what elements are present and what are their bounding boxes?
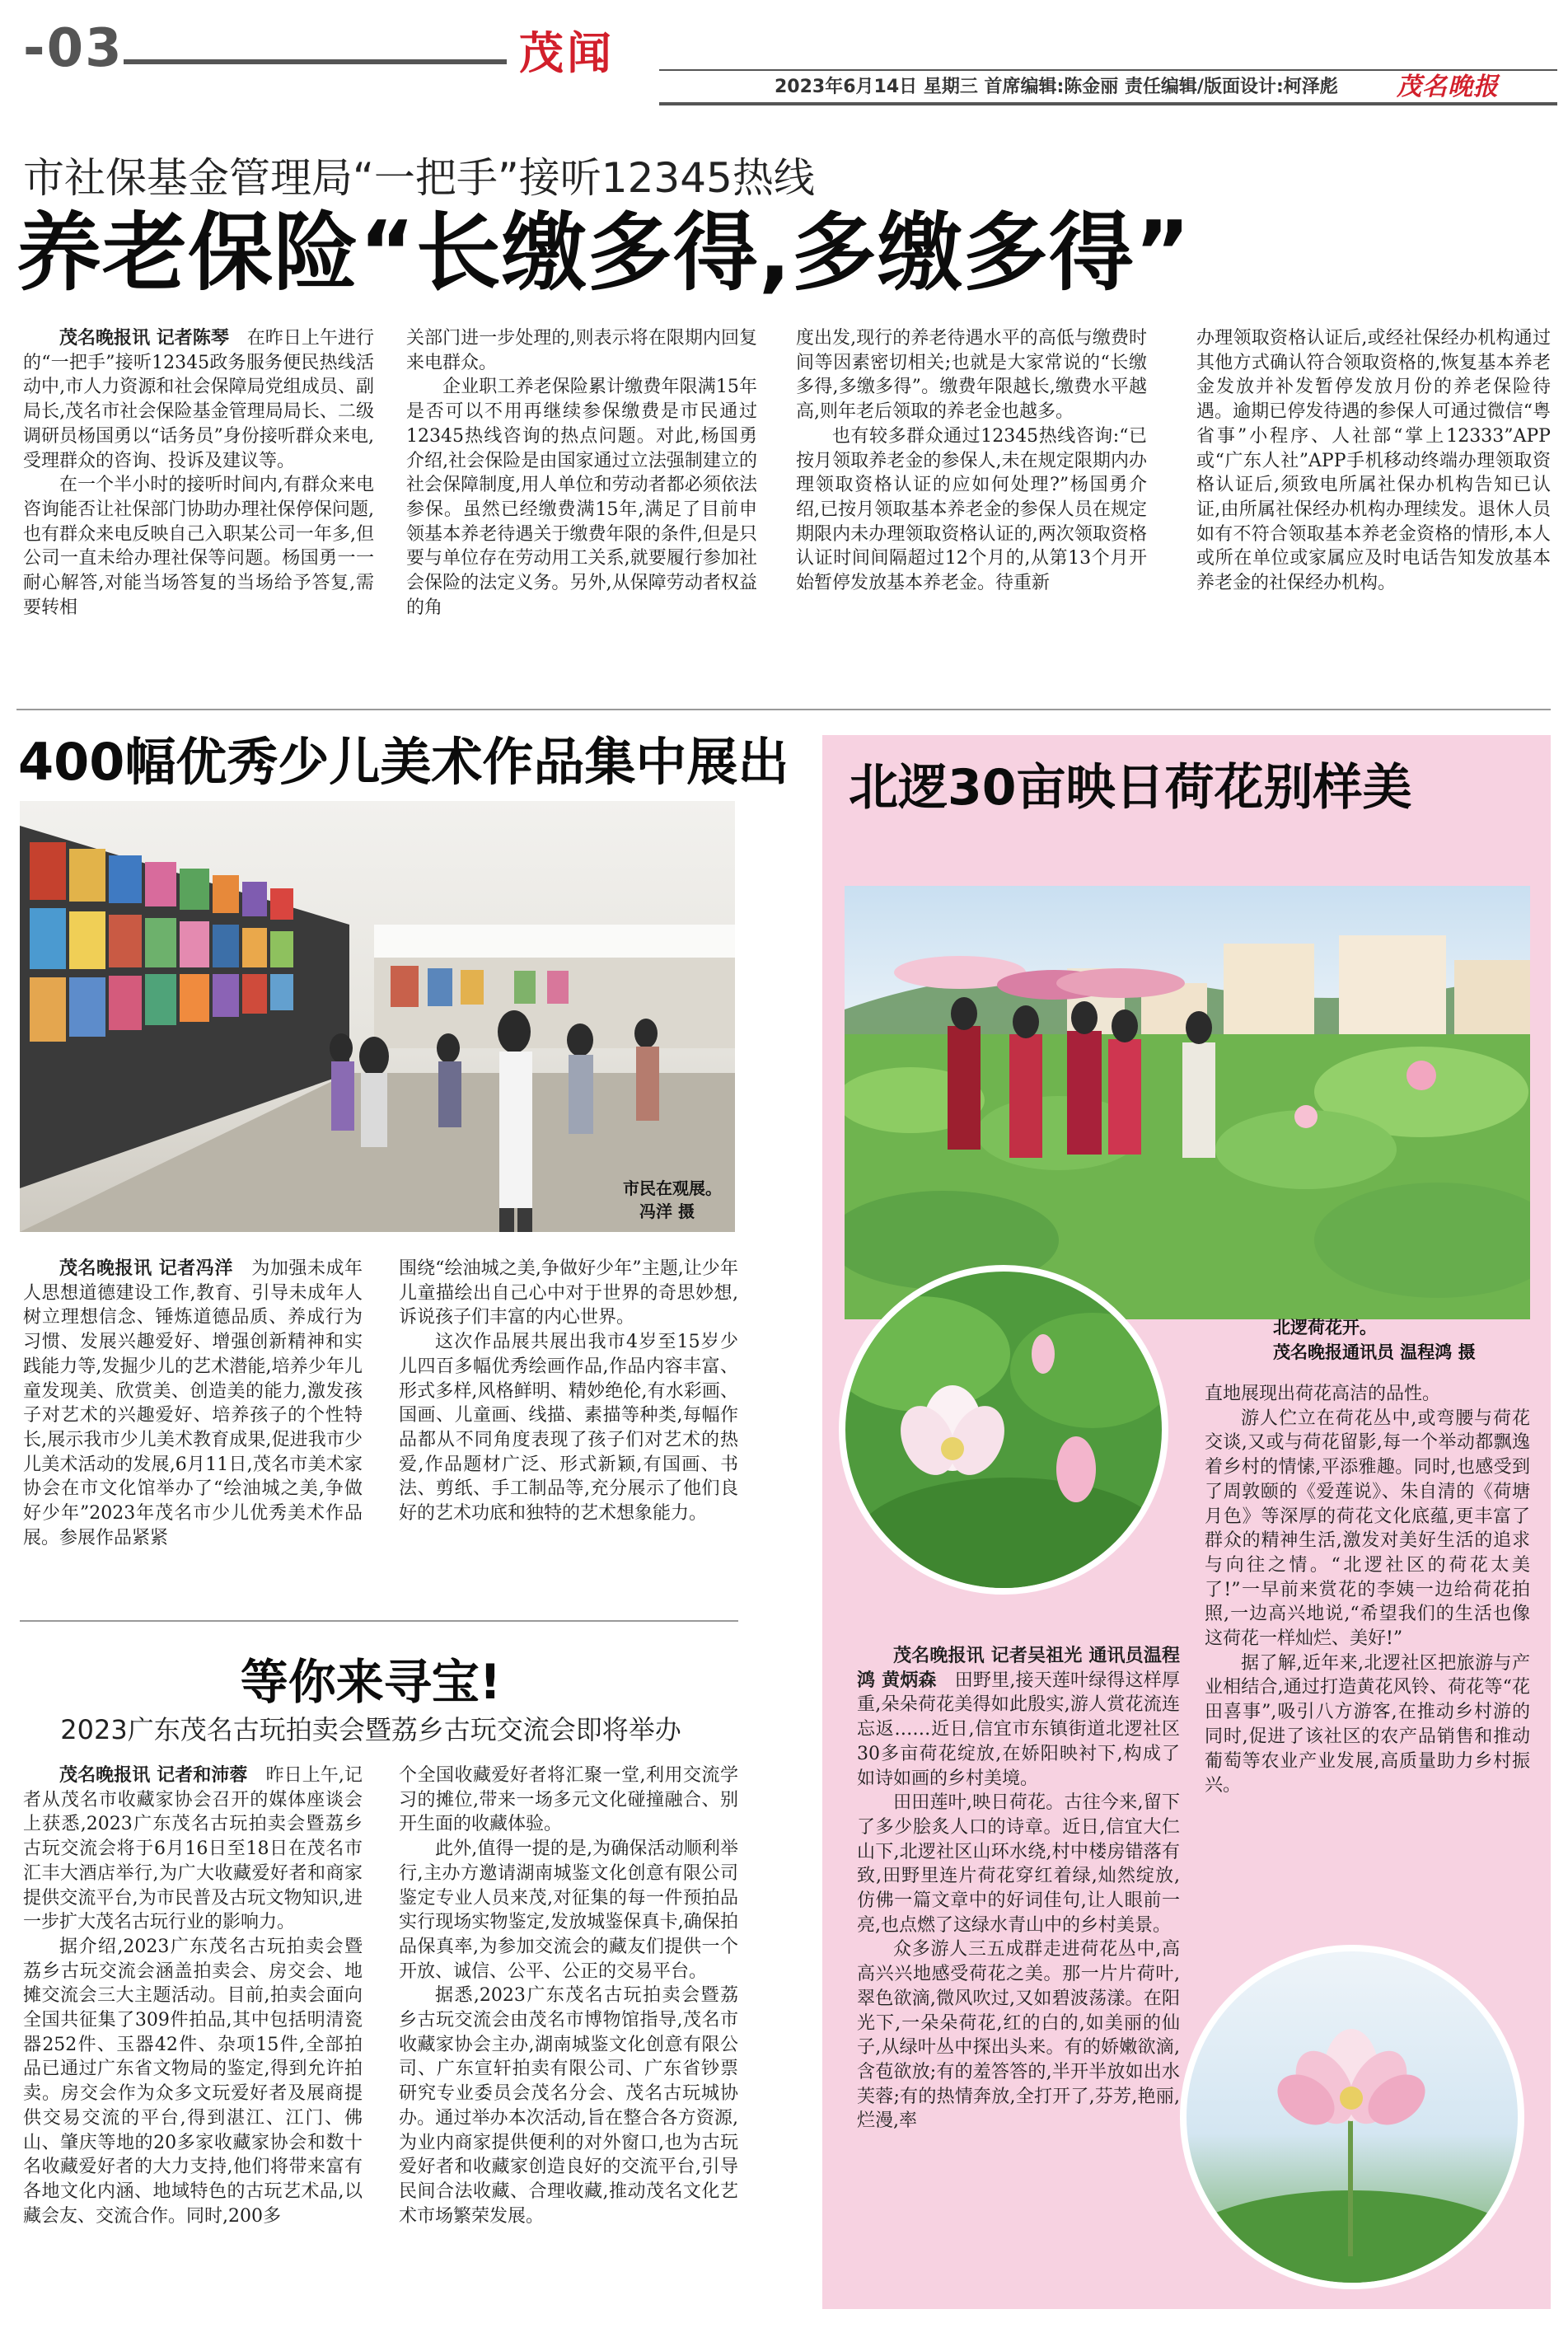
article-column: 直地展现出荷花高洁的品性。 游人伫立在荷花丛中,或弯腰与荷花交谈,又或与荷花留影,每一个举动都飘逸着乡村的情愫,平添雅趣。同时,也感受到了周敦颐的《爱莲说》、朱自清的《荷塘月色》等深厚的荷花文化底蕴,更丰富了群众的精神生活,激发对美好生活的追求与向往之情。“北逻社区的荷花太美了!”一早前来赏花的李姨一边给荷花拍照,一边高兴地说,“希望我们的生活也像这荷花一样灿烂、美好!” 据了解,近年来,北逻社区把旅游与产业相结合,通过打造黄花风铃、荷花等“花田喜事”,吸引八方游客,在推动乡村游的同时,促进了该社区的农产品销售和推动葡萄等农业产业发展,高质量助力乡村振兴。 xyxy=(1205,1384,1530,1796)
photo-caption: 市民在观展。 冯洋 摄 xyxy=(623,1178,722,1221)
lotus-circle-photo-top xyxy=(839,1265,1168,1595)
article-subheadline: 2023广东茂名古玩拍卖会暨荔乡古玩交流会即将举办 xyxy=(60,1714,681,1745)
lotus-flower-illustration xyxy=(845,1272,1162,1588)
article-column: 个全国收藏爱好者将汇聚一堂,利用交流学习的摊位,带来一场多元文化碰撞融合、别开生面的收藏体验。 此外,值得一提的是,为确保活动顺利举行,主办方邀请湖南城鉴文化创意有限公司鉴定专业人员来茂,对征集的每一件预拍品实行现场实物鉴定,发放城鉴保真卡,确保拍品保真率,为参加交流会的藏友们提供一个开放、诚信、公平、公正的交易平台。 据悉,2023广东茂名古玩拍卖会暨荔乡古玩交流会由茂名市博物馆指导,茂名市收藏家协会主办,湖南城鉴文化创意有限公司、广东宣轩拍卖有限公司、广东省钞票研究专业委员会茂名分会、茂名古玩城协办。通过举办本次活动,旨在整合各方资源,为业内商家提供便利的对外窗口,也为古玩爱好者和收藏家创造良好的交流平台,引导民间合法收藏、合理收藏,推动茂名文化艺术市场繁荣发展。 xyxy=(399,1765,738,2227)
article-column: 茂名晚报讯 记者冯洋 为加强未成年人思想道德建设工作,教育、引导未成年人树立理想信念、锤炼道德品质、养成行为习惯、发展兴趣爱好、增强创新精神和实践能力等,发掘少儿的艺术潜能,培养少年儿童发现美、欣赏美、创造美的能力,激发孩子对艺术的兴趣爱好、培养孩子的个性特长,展示我市少儿美术教育成果,促进我市少儿美术活动的发展,6月11日,茂名市美术家协会在市文化馆举办了“绘油城之美,争做好少年”2023年茂名市少儿优秀美术作品展。参展作品紧紧 xyxy=(23,1258,363,1548)
article-kicker: 市社保基金管理局“一把手”接听12345热线 xyxy=(23,154,815,202)
article-headline: 400幅优秀少儿美术作品集中展出 xyxy=(18,732,789,792)
header-rule xyxy=(124,59,507,64)
article-column: 度出发,现行的养老待遇水平的高低与缴费时间等因素密切相关;也就是大家常说的“长缴多得,多缴多得”。缴费年限越长,缴费水平越高,则年老后领取的养老金也越多。 也有较多群众通过12345热线咨询:“已按月领取养老金的参保人,未在规定限期内办理领取资格认证的应如何处理?”杨国勇介绍,已按月领取基本养老金的参保人员在规定期限内未办理领取资格认证的,两次领取资格认证时间间隔超过12个月的,从第13个月开始暂停发放基本养老金。待重新 xyxy=(796,328,1147,594)
header-info: 2023年6月14日 星期三 首席编辑:陈金丽 责任编辑/版面设计:柯泽彪 xyxy=(775,77,1338,97)
article-column: 围绕“绘油城之美,争做好少年”主题,让少年儿童描绘出自己心中对于世界的奇思妙想,诉说孩子们丰富的内心世界。 这次作品展共展出我市4岁至15岁少儿四百多幅优秀绘画作品,作品内容丰富、形式多样,风格鲜明、精妙绝伦,有水彩画、国画、儿童画、线描、素描等种类,每幅作品都从不同角度表现了孩子们对艺术的热爱,作品题材广泛、形式新颖,有国画、书法、剪纸、手工制品等,充分展示了他们良好的艺术功底和独特的艺术想象能力。 xyxy=(399,1258,738,1525)
page-number: -03 xyxy=(23,18,124,79)
lotus-bud-illustration xyxy=(1187,1951,1518,2283)
article-headline: 北逻30亩映日荷花别样美 xyxy=(849,759,1412,817)
lotus-main-photo xyxy=(845,886,1530,1319)
divider xyxy=(16,709,1551,710)
exhibition-illustration xyxy=(20,801,735,1232)
article-headline: 养老保险“长缴多得,多缴多得” xyxy=(16,204,1191,302)
lotus-field-illustration xyxy=(845,886,1530,1319)
article-byline: 茂名晚报讯 记者和沛蓉 xyxy=(59,1765,248,1786)
photo-caption: 北逻荷花开。 茂名晚报通讯员 温程鸿 摄 xyxy=(1273,1318,1476,1362)
article-byline: 茂名晚报讯 记者吴祖光 通讯员温程鸿 黄炳森 xyxy=(857,1646,1180,1691)
divider xyxy=(20,1620,738,1622)
article-headline: 等你来寻宝! xyxy=(240,1654,502,1710)
article-byline: 茂名晚报讯 记者陈琴 xyxy=(59,328,229,349)
article-column: 茂名晚报讯 记者陈琴 在昨日上午进行的“一把手”接听12345政务服务便民热线活动中,市人力资源和社会保障局党组成员、副局长,茂名市社会保险基金管理局局长、二级调研员杨国勇以“话务员”身份接听群众来电,受理群众的咨询、投诉及建议等。 在一个半小时的接听时间内,有群众来电咨询能否让社保部门协助办理社保停保问题,也有群众来电反映自己入职某公司一年多,但公司一直未给办理社保等问题。杨国勇一一耐心解答,对能当场答复的当场给予答复,需要转相 xyxy=(23,328,374,618)
exhibition-photo xyxy=(20,801,735,1232)
brand-logo: 茂名晚报 xyxy=(1397,73,1499,101)
article-column: 茂名晚报讯 记者吴祖光 通讯员温程鸿 黄炳森 田野里,接天莲叶绿得这样厚重,朵朵荷花美得如此殷实,游人赏花流连忘返……近日,信宜市东镇街道北逻社区30多亩荷花绽放,在娇阳映衬下,构成了如诗如画的乡村美境。 田田莲叶,映日荷花。古往今来,留下了多少脍炙人口的诗章。近日,信宜大仁山下,北逻社区山环水绕,村中楼房错落有致,田野里连片荷花穿红着绿,灿然绽放,仿佛一篇文章中的好词佳句,让人眼前一亮,也点燃了这绿水青山中的乡村美景。 众多游人三五成群走进荷花丛中,高高兴兴地感受荷花之美。那一片片荷叶,翠色欲滴,微风吹过,又如碧波荡漾。在阳光下,一朵朵荷花,红的白的,如美丽的仙子,从绿叶丛中探出头来。有的娇嫩欲滴,含苞欲放;有的羞答答的,半开半放如出水芙蓉;有的热情奔放,全打开了,芬芳,艳丽,烂漫,率 xyxy=(857,1646,1180,2132)
article-column: 办理领取资格认证后,或经社保经办机构通过其他方式确认符合领取资格的,恢复基本养老金发放并补发暂停发放月份的养老保险待遇。逾期已停发待遇的参保人可通过微信“粤省事”小程序、人社部“掌上12333”APP或“广东人社”APP手机移动终端办理领取资格认证后,须致电所属社保办机构告知已认证,由所属社保经办机构办理续发。退休人员如有不符合领取基本养老金资格的情形,本人或所在单位或家属应及时电话告知发放基本养老金的社保经办机构。 xyxy=(1196,328,1551,594)
section-name: 茂闻 xyxy=(519,26,615,79)
article-column: 茂名晚报讯 记者和沛蓉 昨日上午,记者从茂名市收藏家协会召开的媒体座谈会上获悉,2023广东茂名古玩拍卖会暨荔乡古玩交流会将于6月16日至18日在茂名市汇丰大酒店举行,为广大收藏爱好者和商家提供交流平台,为市民普及古玩文物知识,进一步扩大茂名古玩行业的影响力。 据介绍,2023广东茂名古玩拍卖会暨荔乡古玩交流会涵盖拍卖会、房交会、地摊交流会三大主题活动。目前,拍卖会面向全国共征集了309件拍品,其中包括明清瓷器252件、玉器42件、杂项15件,全部拍品已通过广东省文物局的鉴定,得到允许拍卖。房交会作为众多文玩爱好者及展商提供交易交流的平台,得到湛江、江门、佛山、肇庆等地的20多家收藏家协会和数十名收藏爱好者的大力支持,他们将带来富有各地文化内涵、地域特色的古玩艺术品,以藏会友、交流合作。同时,200多 xyxy=(23,1765,363,2227)
article-column: 关部门进一步处理的,则表示将在限期内回复来电群众。 企业职工养老保险累计缴费年限满15年是否可以不用再继续参保缴费是市民通过12345热线咨询的热点问题。对此,杨国勇介绍,社会保险是由国家通过立法强制建立的社会保障制度,用人单位和劳动者都必须依法参保。虽然已经缴费满15年,满足了目前申领基本养老待遇关于缴费年限的条件,但是只要与单位存在劳动用工关系,就要履行参加社会保险的法定义务。另外,从保障劳动者权益的角 xyxy=(406,328,757,618)
article-byline: 茂名晚报讯 记者冯洋 xyxy=(59,1258,233,1279)
lotus-circle-photo-bottom xyxy=(1180,1945,1524,2289)
